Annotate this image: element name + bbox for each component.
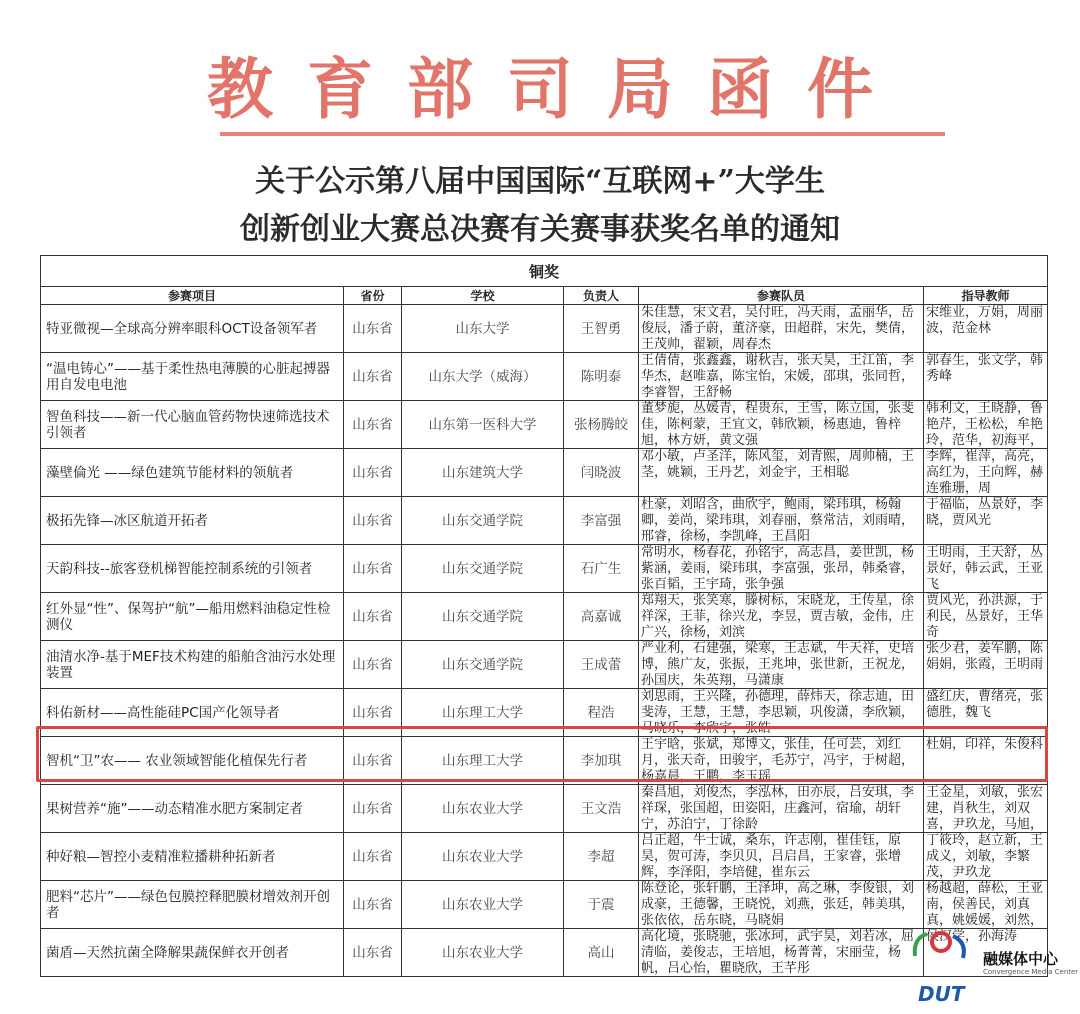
province-cell: 山东省	[344, 449, 402, 497]
team-cell	[639, 737, 924, 785]
project-cell: 科佑新材——高性能硅PC国产化领导者	[41, 689, 344, 737]
school-cell: 山东第一医科大学	[402, 401, 564, 449]
province-cell: 山东省	[344, 353, 402, 401]
team-cell	[639, 353, 924, 401]
award-table	[40, 255, 1048, 977]
media-center-subtitle: Convergence Media Center	[983, 968, 1079, 976]
leader-cell: 程浩	[564, 689, 639, 737]
table-row	[41, 305, 1048, 353]
table-row	[41, 545, 1048, 593]
award-level-heading: 铜奖	[41, 256, 1048, 287]
advisors-cell-text: 李辉，崔萍，高亮，高红为，王向辉，赫连雅珊，周	[926, 449, 1044, 496]
province-cell: 山东省	[344, 689, 402, 737]
table-row	[41, 929, 1048, 977]
project-cell: 特亚微视—全球高分辨率眼科OCT设备领军者	[41, 305, 344, 353]
advisors-cell-text: 王明雨，王天舒，丛景好，韩云武，王亚飞	[926, 545, 1044, 592]
advisors-cell	[924, 689, 1048, 737]
advisors-cell-text: 侯汉学，孙海涛	[926, 929, 1018, 944]
table-row	[41, 401, 1048, 449]
leader-cell: 于震	[564, 881, 639, 929]
project-cell: 种好粮—智控小麦精准粒播耕种拓新者	[41, 833, 344, 881]
table-row	[41, 497, 1048, 545]
advisors-cell-text: 贾风光，孙洪源，于利民，丛景好，王华奇	[926, 593, 1044, 640]
advisors-cell	[924, 305, 1048, 353]
advisors-cell-text: 张少君，姜军鹏，陈娟娟，张霞，王明雨	[926, 641, 1044, 672]
advisors-cell-text: 王金星，刘敏，张宏建，肖秋生，刘双喜，尹玖龙，马旭，	[926, 785, 1044, 832]
leader-cell: 王智勇	[564, 305, 639, 353]
team-cell-text: 邓小敏，卢圣洋，陈风玺，刘青熙，周帅楠，王茎，姚颖，王丹艺，刘金宇，王相聪	[641, 449, 915, 480]
project-cell: “温电铸心”——基于柔性热电薄膜的心脏起搏器用自发电电池	[41, 353, 344, 401]
school-cell: 山东建筑大学	[402, 449, 564, 497]
team-cell-text: 杜豪，刘昭含，曲欣宇，鲍雨，梁玮琪，杨翰卿，姜尚，梁玮琪，刘春丽，蔡常洁，刘雨晴，邢睿，徐杨，李凯峰，王昌阳	[641, 497, 915, 544]
column-header-leader: 负责人	[564, 287, 639, 305]
advisors-cell-text: 郭春生，张文学，韩秀峰	[926, 353, 1044, 384]
team-cell	[639, 641, 924, 689]
team-cell	[639, 785, 924, 833]
team-cell	[639, 401, 924, 449]
advisors-cell-text: 盛红庆，曹绪亮，张德胜，魏飞	[926, 689, 1044, 720]
table-row	[41, 881, 1048, 929]
advisors-cell	[924, 353, 1048, 401]
team-cell-text: 严业利，石建强，梁寒，王志斌，牛天祥，史培博，熊广友，张振，王兆坤，张世新，王祝龙，孙国庆，朱英翔，马潇康	[641, 641, 915, 688]
team-cell	[639, 689, 924, 737]
team-cell-text: 王倩倩，张鑫鑫，谢秋吉，张天昊，王江笛，李华杰，赵唯嘉，陈宝怡，宋媛，邵琪，张同哲，李睿智，王舒畅	[641, 353, 915, 400]
table-row	[41, 641, 1048, 689]
province-cell: 山东省	[344, 881, 402, 929]
team-cell-text: 王宇晗，张斌，郑博文，张佳，任可芸，刘红月，张天奇，田骏宇，毛苏宁，冯宇，于树超，杨嘉晨，王鹏，李玉瑶	[641, 737, 915, 784]
project-cell: 肥料“芯片”——绿色包膜控释肥膜材增效剂开创者	[41, 881, 344, 929]
leader-cell: 石广生	[564, 545, 639, 593]
school-cell: 山东理工大学	[402, 689, 564, 737]
province-cell: 山东省	[344, 641, 402, 689]
leader-cell: 李超	[564, 833, 639, 881]
team-cell-text: 郑翔天，张笑寒，滕树标，宋晓龙，王传星，徐祥深，王菲，徐兴龙，李昱，贾吉敏，金伟，庄广兴，徐杨，刘滨	[641, 593, 915, 640]
team-cell-text: 刘思雨，王兴隆，孙德理，薛炜天，徐志迪，田斐涛，王慧，王慧，李思颖，巩俊潇，李欣颖，马晓乐，李欣宇，张皓	[641, 689, 915, 736]
team-cell	[639, 833, 924, 881]
advisors-cell	[924, 833, 1048, 881]
project-cell: 红外显“性”、保驾护“航”—船用燃料油稳定性检测仪	[41, 593, 344, 641]
letterhead-rule	[220, 132, 945, 136]
table-row	[41, 833, 1048, 881]
award-table-container	[40, 255, 1047, 977]
advisors-cell	[924, 545, 1048, 593]
advisors-cell-text: 杜娟，印祥，朱俊科	[926, 737, 1044, 752]
school-cell: 山东理工大学	[402, 737, 564, 785]
leader-cell: 高山	[564, 929, 639, 977]
notice-title-line1: 关于公示第八届中国国际“互联网+”大学生	[255, 164, 825, 199]
table-row	[41, 689, 1048, 737]
team-cell-text: 陈登论，张轩鹏，王泽坤，高之琳，李俊银，刘成豪，王德馨，王晓悦，刘燕，张廷，韩美琪，张依依，岳东晓，马晓娟	[641, 881, 915, 928]
team-cell-text: 董梦旎，丛媛青，程贵东，王雪，陈立国，张斐佳，陈柯蒙，王宜文，韩欣颖，杨惠迪，鲁梓旭，林方妍，黄文强	[641, 401, 915, 448]
project-cell: 油清水净-基于MEF技术构建的船舶含油污水处理装置	[41, 641, 344, 689]
team-cell-text: 秦昌旭，刘俊杰，李泓林，田亦辰，吕安琪，李祥琛，张国超，田姿阳，庄鑫河，宿瑜，胡轩宁，苏泊宁，丁徐龄	[641, 785, 915, 832]
advisors-cell-text: 于福临，丛景妤，李晓，贾风光	[926, 497, 1044, 528]
province-cell: 山东省	[344, 737, 402, 785]
leader-cell: 闫晓波	[564, 449, 639, 497]
school-cell: 山东农业大学	[402, 929, 564, 977]
column-header-advisors: 指导教师	[924, 287, 1048, 305]
advisors-cell-text: 韩利文，王晓静，鲁艳芹，王松松，牟艳玲，范华，初海平，	[926, 401, 1044, 448]
team-cell	[639, 929, 924, 977]
table-row	[41, 737, 1048, 785]
leader-cell: 王文浩	[564, 785, 639, 833]
leader-cell: 陈明泰	[564, 353, 639, 401]
column-header-school: 学校	[402, 287, 564, 305]
column-header-province: 省份	[344, 287, 402, 305]
team-cell-text: 吕正超，牛士诚，桑东，许志刚，崔佳钰，原昊，贺可涛，李贝贝，吕启昌，王家睿，张增辉，李泽阳，李培健，崔东云	[641, 833, 902, 880]
dut-logo-text: DUT	[918, 982, 965, 1006]
team-cell-text: 高化境，张晓驰，张冰珂，武宇昊，刘若冰，屈清临，姜俊志，王培旭，杨菁菁，宋丽莹，杨帆，吕心怡，瞿晓欣，王芊彤	[641, 929, 915, 976]
table-row	[41, 785, 1048, 833]
team-cell	[639, 305, 924, 353]
team-cell	[639, 545, 924, 593]
leader-cell: 李加琪	[564, 737, 639, 785]
province-cell: 山东省	[344, 593, 402, 641]
media-center-name: 融媒体中心	[983, 950, 1059, 968]
team-cell	[639, 449, 924, 497]
advisors-cell	[924, 785, 1048, 833]
table-row	[41, 353, 1048, 401]
school-cell: 山东大学（威海）	[402, 353, 564, 401]
advisors-cell-text: 杨越超，薛松，王亚南，侯善民，刘真真，姚媛媛，刘然，	[926, 881, 1044, 928]
province-cell: 山东省	[344, 497, 402, 545]
column-header-team: 参赛队员	[639, 287, 924, 305]
letterhead-title: 教育部司局函件	[207, 50, 907, 128]
school-cell: 山东交通学院	[402, 593, 564, 641]
advisors-cell	[924, 401, 1048, 449]
project-cell: 智鱼科技——新一代心脑血管药物快速筛选技术引领者	[41, 401, 344, 449]
advisors-cell-text: 丁筱玲，赵立新，王成义，刘敏，李繁茂，尹玖龙	[926, 833, 1044, 880]
project-cell: 智机“卫”农—— 农业领域智能化植保先行者	[41, 737, 344, 785]
team-cell	[639, 881, 924, 929]
project-cell: 菌盾—天然抗菌全降解果蔬保鲜衣开创者	[41, 929, 344, 977]
column-header-project: 参赛项目	[41, 287, 344, 305]
team-cell	[639, 593, 924, 641]
advisors-cell	[924, 497, 1048, 545]
school-cell: 山东交通学院	[402, 497, 564, 545]
province-cell: 山东省	[344, 305, 402, 353]
table-row	[41, 593, 1048, 641]
award-table-body	[41, 305, 1048, 977]
project-cell: 极拓先锋—冰区航道开拓者	[41, 497, 344, 545]
advisors-cell	[924, 737, 1048, 785]
province-cell: 山东省	[344, 833, 402, 881]
table-row	[41, 449, 1048, 497]
school-cell: 山东大学	[402, 305, 564, 353]
team-cell-text: 常明水，杨春花，孙铭宇，高志昌，姜世凯，杨紫涵，姜雨，梁玮琪，李富强，张昂，韩桑睿，张百韬，王宇琦，张争强	[641, 545, 915, 592]
advisors-cell	[924, 593, 1048, 641]
team-cell	[639, 497, 924, 545]
school-cell: 山东农业大学	[402, 881, 564, 929]
province-cell: 山东省	[344, 929, 402, 977]
team-cell-text: 朱佳慧，宋文君，吴付旺，冯天雨，孟丽华，岳俊辰，潘子蔚，董济豪，田超群，宋先，樊倩，王茂帅，翟颖，周春杰	[641, 305, 915, 352]
leader-cell: 高嘉诚	[564, 593, 639, 641]
advisors-cell	[924, 641, 1048, 689]
school-cell: 山东农业大学	[402, 833, 564, 881]
advisors-cell-text: 宋维业，万娟，周丽波，范金林	[926, 305, 1044, 336]
advisors-cell	[924, 449, 1048, 497]
project-cell: 天韵科技--旅客登机梯智能控制系统的引领者	[41, 545, 344, 593]
school-cell: 山东交通学院	[402, 641, 564, 689]
province-cell: 山东省	[344, 785, 402, 833]
notice-title-line2: 创新创业大赛总决赛有关赛事获奖名单的通知	[240, 212, 840, 247]
leader-cell: 张杨腾皎	[564, 401, 639, 449]
province-cell: 山东省	[344, 545, 402, 593]
province-cell: 山东省	[344, 401, 402, 449]
leader-cell: 李富强	[564, 497, 639, 545]
leader-cell: 王成蕾	[564, 641, 639, 689]
school-cell: 山东交通学院	[402, 545, 564, 593]
project-cell: 果树营养“施”——动态精准水肥方案制定者	[41, 785, 344, 833]
project-cell: 藻壁倫光 ——绿色建筑节能材料的领航者	[41, 449, 344, 497]
school-cell: 山东农业大学	[402, 785, 564, 833]
